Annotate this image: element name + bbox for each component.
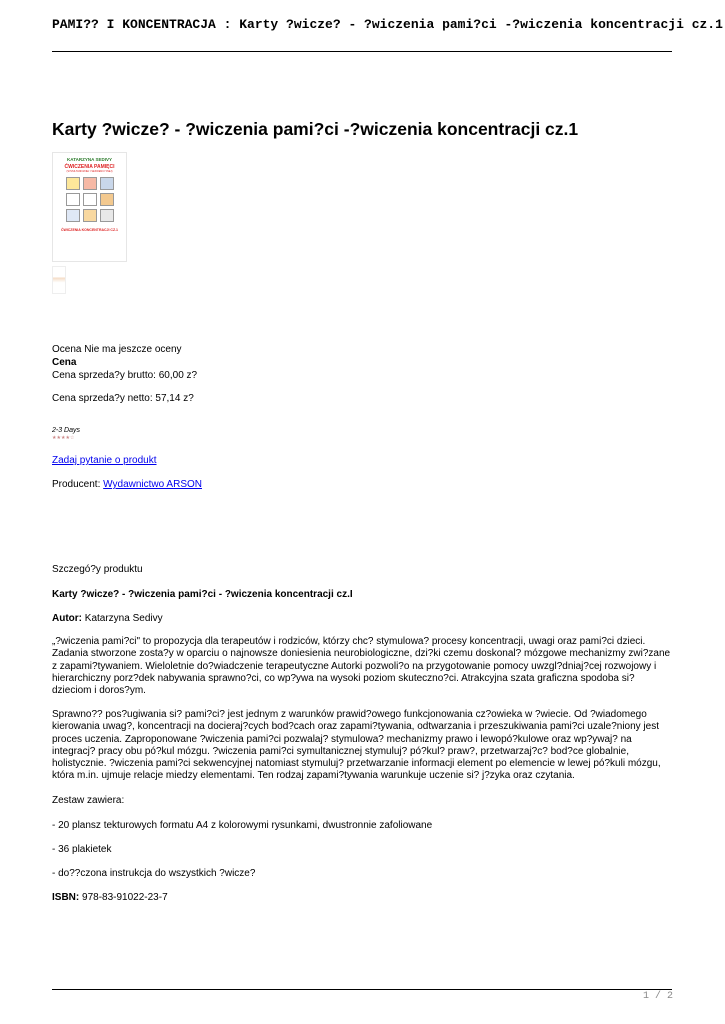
set-item: - 20 plansz tekturowych formatu A4 z kolorowymi rysunkami, dwustronnie zafoliowane — [52, 820, 433, 831]
producer-line — [52, 478, 202, 491]
set-item: - do??czona instrukcja do wszystkich ?wicze? — [52, 868, 256, 879]
description-paragraph-1: „?wiczenia pami?ci" to propozycja dla terapeutów i rodziców, którzy chc? stymulowa? procesy koncentracji, uwagi oraz pami?ci dzieci. Zadania stworzone zosta?y w oparciu o najnowsze doniesienia neurobiologiczne, dzi?ki czemu doskonal? mózgowe mechanizmy zwi?zane z zapami?tywaniem. Wieloletnie do?wiadczenie terapeutyczne Autorki pozwoli?o na przygotowanie pomocy uwzgl?dniaj?cej rozwojowy i hierarchiczny porz?dek nabywania sprawno?ci, co wp?ywa na wysoki poziom skuteczno?ci. Atrakcyjna szata graficzna spodoba si? dzieciom i doros?ym. — [52, 636, 671, 697]
ask-question-link[interactable]: Zadaj pytanie o produkt — [52, 455, 157, 466]
cover-cell — [83, 209, 97, 222]
price-net: Cena sprzeda?y netto: 57,14 z? — [52, 393, 194, 404]
isbn-label: ISBN: — [52, 892, 80, 903]
author-label: Autor: — [52, 613, 82, 624]
author-value: Katarzyna Sedivy — [84, 613, 163, 624]
delivery-info — [52, 427, 80, 441]
cover-footer: ĆWICZENIA KONCENTRACJI CZ.1 — [60, 228, 119, 232]
rating-label: Ocena — [52, 344, 82, 355]
description-paragraph-2: Sprawno?? pos?ugiwania si? pami?ci? jest jednym z warunków prawid?owego funkcjonowania cz?owieka w ?wiecie. Od ?wiadomego kierowania uwag?, koncentracji na docieraj?cych bod?cach oraz zapami?tywania, odtwarzania i przeszukiwania pami?ci uzale?niony jest proces uczenia. Zaproponowane ?wiczenia pami?ci pozwalaj? stymulowa? mechanizmy prawo i lewopó?kulowe oraz wp?ywaj? na integracj? pracy obu pó?kul mózgu. ?wiczenia pami?ci symultanicznej stymuluj? pó?kul? praw?, przetwarzaj?c? bod?ce globalnie, holistycznie. ?wiczenia pami?ci sekwencyjnej natomiast stymuluj? przetwarzanie informacji element po elemencie w lewej pó?kuli mózgu, która m.in. ujmuje relacje miedzy elementami. Ten rodzaj zapami?tywania warunkuje uczenie si? j?zyka oraz czytania. — [52, 709, 661, 782]
cover-cell — [100, 209, 114, 222]
rating-line — [52, 343, 197, 382]
price-gross: Cena sprzeda?y brutto: 60,00 z? — [52, 370, 198, 381]
set-item: - 36 plakietek — [52, 844, 112, 855]
details-subtitle: Karty ?wicze? - ?wiczenia pami?ci - ?wiczenia koncentracji cz.I — [52, 589, 353, 600]
cover-cell — [66, 209, 80, 222]
page-header: PAMI?? I KONCENTRACJA : Karty ?wicze? - ?wiczenia pami?ci -?wiczenia koncentracji cz.1 — [52, 17, 723, 32]
cover-cell — [100, 193, 114, 206]
cover-cell — [66, 193, 80, 206]
product-title: Karty ?wicze? - ?wiczenia pami?ci -?wiczenia koncentracji cz.1 — [52, 119, 579, 139]
price-label: Cena — [52, 357, 77, 368]
header-divider — [52, 51, 672, 52]
cover-cell — [83, 193, 97, 206]
author-line — [52, 612, 163, 625]
details-heading: Szczegó?y produktu — [52, 564, 143, 575]
cover-subtitle: (SYMULTANICZNEJ I SEKWENCYJNEJ) — [66, 170, 113, 173]
cover-picture-grid — [53, 177, 126, 222]
product-cover-image[interactable] — [52, 152, 127, 262]
rating-value: Nie ma jeszcze oceny — [84, 344, 182, 355]
page-number: 1 / 2 — [642, 991, 673, 1002]
set-heading: Zestaw zawiera: — [52, 795, 125, 806]
cover-title: ĆWICZENIA PAMIĘCI — [64, 164, 115, 170]
footer-divider — [52, 989, 672, 990]
delivery-stars-icon: ★★★★☆ — [52, 435, 75, 441]
cover-cell — [66, 177, 80, 190]
cover-author: KATARZYNA SEDIVY — [67, 157, 112, 162]
producer-label: Producent: — [52, 479, 101, 490]
isbn-line — [52, 891, 168, 904]
isbn-value: 978-83-91022-23-7 — [82, 892, 168, 903]
cover-cell — [83, 177, 97, 190]
delivery-time: 2-3 Days — [52, 427, 81, 434]
producer-link[interactable]: Wydawnictwo ARSON — [103, 479, 202, 490]
cover-cell — [100, 177, 114, 190]
product-thumbnail[interactable] — [52, 266, 66, 294]
